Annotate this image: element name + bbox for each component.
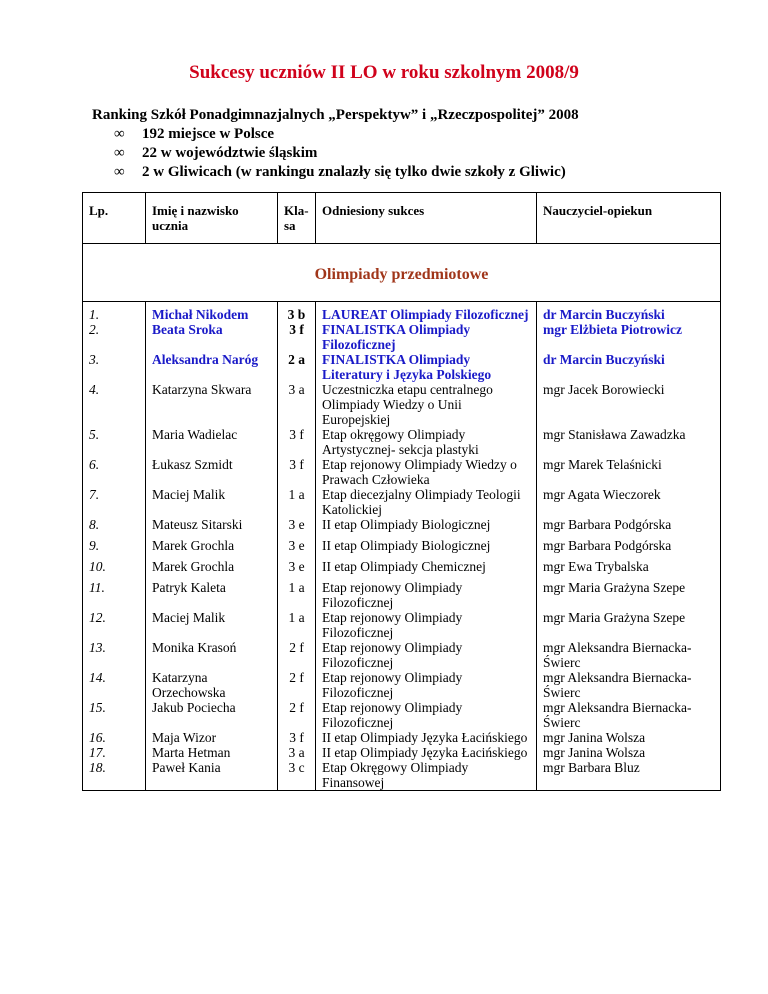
cell-class: 1 a — [278, 580, 316, 610]
cell-class: 3 a — [278, 745, 316, 760]
cell-name: Marek Grochla — [146, 559, 278, 574]
header-achievement: Odniesiony sukces — [316, 193, 537, 244]
table-header-row — [83, 193, 721, 244]
table-row — [83, 302, 721, 323]
cell-name: Katarzyna Orzechowska — [146, 670, 278, 700]
cell-lp: 1. — [83, 302, 146, 323]
cell-class: 3 f — [278, 457, 316, 487]
infinity-bullet-icon: ∞ — [114, 126, 125, 142]
cell-lp: 3. — [83, 352, 146, 382]
cell-name: Marta Hetman — [146, 745, 278, 760]
table-row — [83, 457, 721, 487]
cell-class: 1 a — [278, 487, 316, 517]
header-lp: Lp. — [83, 193, 146, 244]
cell-teacher: mgr Stanisława Zawadzka — [537, 427, 721, 457]
cell-achievement: Etap rejonowy Olimpiady Filozoficznej — [316, 670, 537, 700]
cell-class: 2 f — [278, 670, 316, 700]
cell-achievement: II etap Olimpiady Biologicznej — [316, 538, 537, 553]
cell-lp: 8. — [83, 517, 146, 532]
cell-lp: 9. — [83, 538, 146, 553]
cell-name: Michał Nikodem — [146, 302, 278, 323]
cell-lp: 2. — [83, 322, 146, 352]
cell-teacher: mgr Janina Wolsza — [537, 730, 721, 745]
infinity-bullet-icon: ∞ — [114, 164, 125, 180]
table-body — [83, 302, 721, 791]
section-title: Olimpiady przedmiotowe — [83, 244, 721, 302]
ranking-block — [92, 106, 579, 182]
cell-teacher: mgr Janina Wolsza — [537, 745, 721, 760]
cell-achievement: Etap rejonowy Olimpiady Filozoficznej — [316, 580, 537, 610]
cell-lp: 11. — [83, 580, 146, 610]
cell-teacher: mgr Jacek Borowiecki — [537, 382, 721, 427]
cell-teacher: mgr Maria Grażyna Szepe — [537, 580, 721, 610]
cell-name: Marek Grochla — [146, 538, 278, 553]
ranking-heading: Ranking Szkół Ponadgimnazjalnych „Perspektyw” i „Rzeczpospolitej” 2008 — [92, 107, 579, 123]
cell-achievement: Etap diecezjalny Olimpiady Teologii Katolickiej — [316, 487, 537, 517]
cell-name: Aleksandra Naróg — [146, 352, 278, 382]
cell-achievement: II etap Olimpiady Języka Łacińskiego — [316, 745, 537, 760]
cell-lp: 18. — [83, 760, 146, 791]
cell-teacher: mgr Barbara Bluz — [537, 760, 721, 791]
cell-class: 3 f — [278, 730, 316, 745]
results-table — [82, 192, 721, 791]
cell-teacher: mgr Maria Grażyna Szepe — [537, 610, 721, 640]
table-row — [83, 352, 721, 382]
cell-achievement: Etap Okręgowy Olimpiady Finansowej — [316, 760, 537, 791]
cell-teacher: mgr Barbara Podgórska — [537, 517, 721, 532]
table-row — [83, 487, 721, 517]
cell-achievement: II etap Olimpiady Biologicznej — [316, 517, 537, 532]
table-row — [83, 745, 721, 760]
cell-achievement: Etap rejonowy Olimpiady Filozoficznej — [316, 640, 537, 670]
cell-teacher: mgr Aleksandra Biernacka-Świerc — [537, 670, 721, 700]
cell-name: Beata Sroka — [146, 322, 278, 352]
cell-teacher: mgr Agata Wieczorek — [537, 487, 721, 517]
cell-teacher: mgr Elżbieta Piotrowicz — [537, 322, 721, 352]
ranking-item: ∞ 192 miejsce w Polsce — [114, 126, 275, 142]
cell-class: 1 a — [278, 610, 316, 640]
cell-teacher: dr Marcin Buczyński — [537, 302, 721, 323]
infinity-bullet-icon: ∞ — [114, 145, 125, 161]
cell-class: 3 e — [278, 538, 316, 553]
ranking-list — [92, 125, 579, 182]
cell-class: 3 e — [278, 517, 316, 532]
cell-name: Katarzyna Skwara — [146, 382, 278, 427]
cell-class: 3 c — [278, 760, 316, 791]
cell-teacher: mgr Ewa Trybalska — [537, 559, 721, 574]
cell-class: 3 f — [278, 322, 316, 352]
cell-lp: 7. — [83, 487, 146, 517]
cell-lp: 15. — [83, 700, 146, 730]
cell-class: 3 e — [278, 559, 316, 574]
table-row — [83, 559, 721, 574]
cell-teacher: dr Marcin Buczyński — [537, 352, 721, 382]
cell-achievement: FINALISTKA Olimpiady Filozoficznej — [316, 322, 537, 352]
cell-name: Łukasz Szmidt — [146, 457, 278, 487]
table-row — [83, 517, 721, 532]
cell-teacher: mgr Aleksandra Biernacka-Świerc — [537, 640, 721, 670]
table-row — [83, 580, 721, 610]
cell-teacher: mgr Barbara Podgórska — [537, 538, 721, 553]
cell-name: Patryk Kaleta — [146, 580, 278, 610]
table-row — [83, 640, 721, 670]
cell-achievement: Etap rejonowy Olimpiady Filozoficznej — [316, 700, 537, 730]
table-row — [83, 730, 721, 745]
cell-lp: 17. — [83, 745, 146, 760]
cell-lp: 6. — [83, 457, 146, 487]
section-row — [83, 244, 721, 302]
cell-name: Mateusz Sitarski — [146, 517, 278, 532]
table-row — [83, 322, 721, 352]
cell-class: 3 b — [278, 302, 316, 323]
cell-lp: 13. — [83, 640, 146, 670]
cell-teacher: mgr Marek Telaśnicki — [537, 457, 721, 487]
cell-class: 3 a — [278, 382, 316, 427]
cell-achievement: Uczestniczka etapu centralnego Olimpiady Wiedzy o Unii Europejskiej — [316, 382, 537, 427]
cell-name: Paweł Kania — [146, 760, 278, 791]
cell-name: Maciej Malik — [146, 487, 278, 517]
table-row — [83, 382, 721, 427]
cell-achievement: II etap Olimpiady Języka Łacińskiego — [316, 730, 537, 745]
cell-name: Monika Krasoń — [146, 640, 278, 670]
cell-lp: 10. — [83, 559, 146, 574]
ranking-item: ∞ 2 w Gliwicach (w rankingu znalazły się tylko dwie szkoły z Gliwic) — [114, 164, 566, 180]
cell-teacher: mgr Aleksandra Biernacka-Świerc — [537, 700, 721, 730]
page-title: Sukcesy uczniów II LO w roku szkolnym 2008/9 — [189, 62, 579, 83]
table-row — [83, 700, 721, 730]
ranking-item: ∞ 22 w województwie śląskim — [114, 145, 318, 161]
cell-achievement: Etap rejonowy Olimpiady Filozoficznej — [316, 610, 537, 640]
table-row — [83, 670, 721, 700]
cell-lp: 5. — [83, 427, 146, 457]
cell-class: 2 f — [278, 640, 316, 670]
cell-achievement: II etap Olimpiady Chemicznej — [316, 559, 537, 574]
table-row — [83, 427, 721, 457]
cell-achievement: Etap rejonowy Olimpiady Wiedzy o Prawach Człowieka — [316, 457, 537, 487]
cell-class: 3 f — [278, 427, 316, 457]
header-class: Kla-sa — [278, 193, 316, 244]
cell-name: Jakub Pociecha — [146, 700, 278, 730]
cell-name: Maja Wizor — [146, 730, 278, 745]
cell-achievement: Etap okręgowy Olimpiady Artystycznej- sekcja plastyki — [316, 427, 537, 457]
table-row — [83, 760, 721, 791]
cell-class: 2 f — [278, 700, 316, 730]
cell-achievement: FINALISTKA Olimpiady Literatury i Języka Polskiego — [316, 352, 537, 382]
cell-class: 2 a — [278, 352, 316, 382]
cell-lp: 12. — [83, 610, 146, 640]
cell-name: Maria Wadielac — [146, 427, 278, 457]
cell-lp: 16. — [83, 730, 146, 745]
header-teacher: Nauczyciel-opiekun — [537, 193, 721, 244]
table-row — [83, 538, 721, 553]
cell-achievement: LAUREAT Olimpiady Filozoficznej — [316, 302, 537, 323]
cell-name: Maciej Malik — [146, 610, 278, 640]
cell-lp: 4. — [83, 382, 146, 427]
header-name: Imię i nazwisko ucznia — [146, 193, 278, 244]
table-row — [83, 610, 721, 640]
cell-lp: 14. — [83, 670, 146, 700]
